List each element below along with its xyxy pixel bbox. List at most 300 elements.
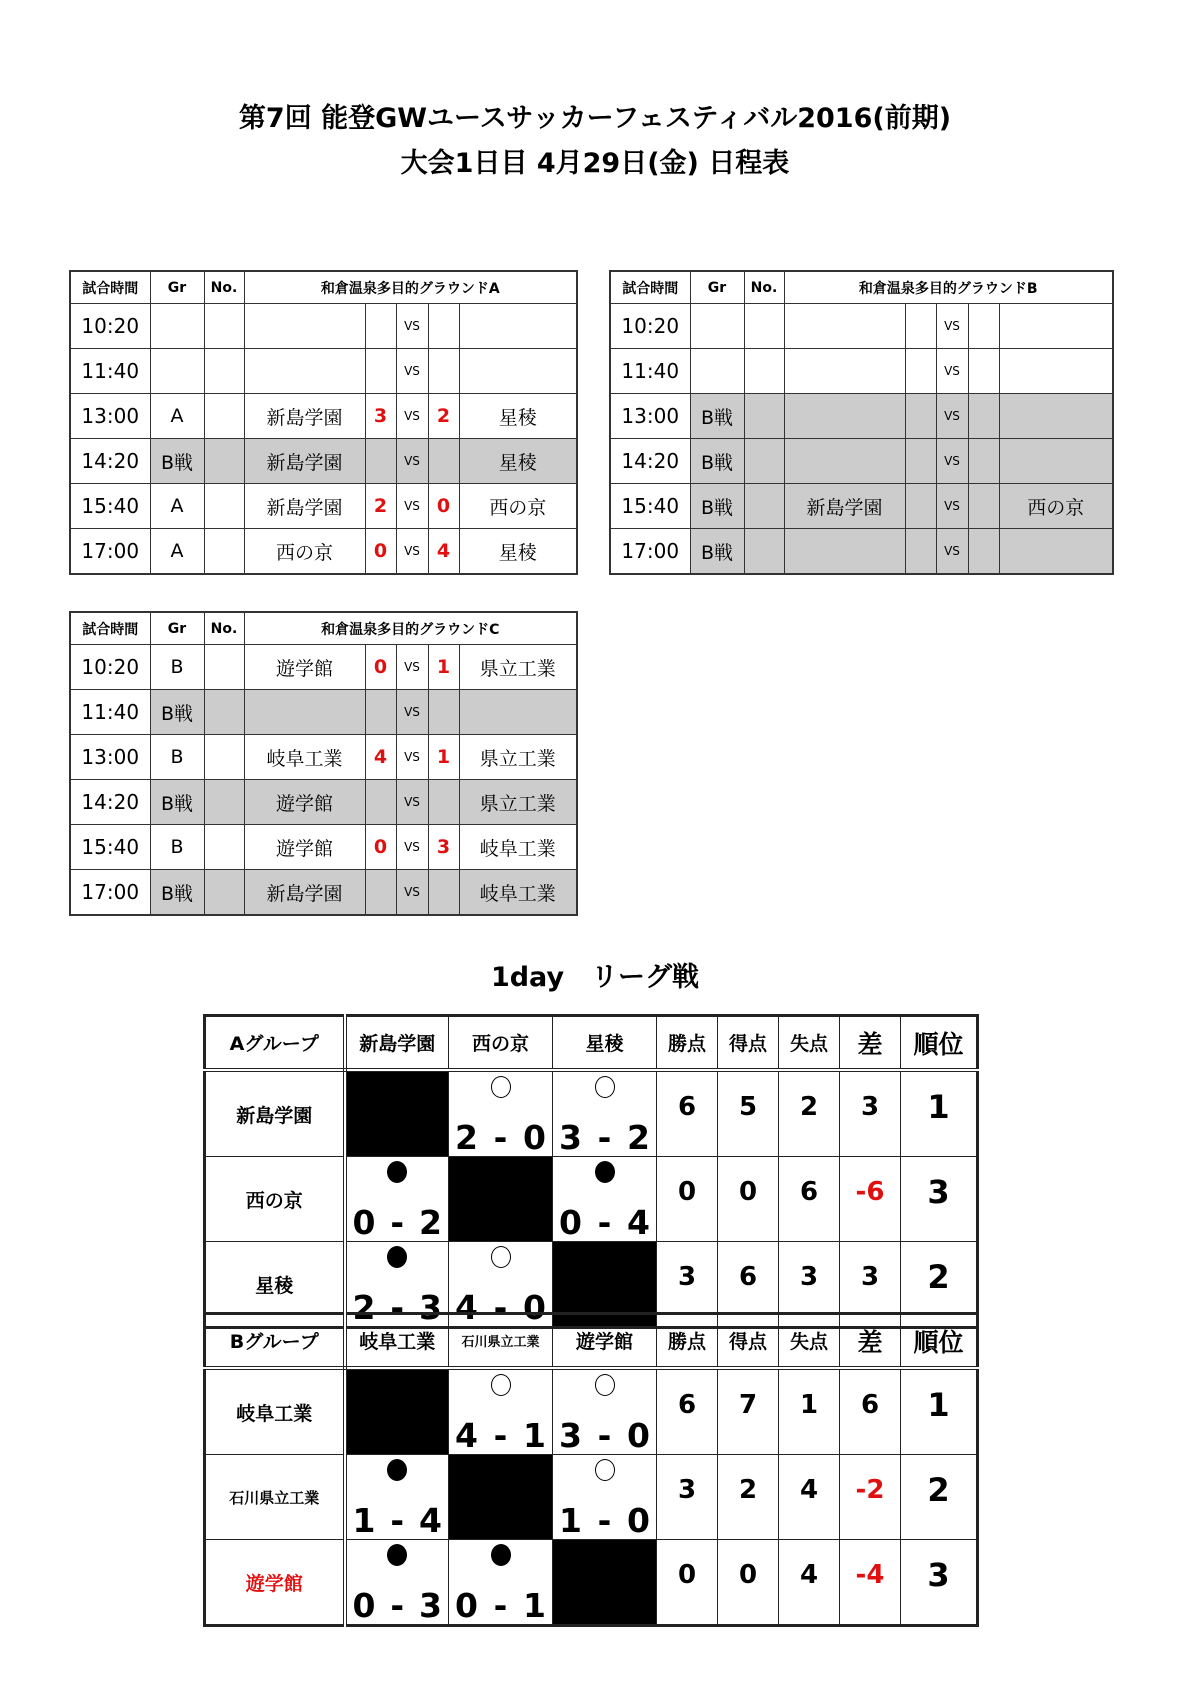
away-team: 県立工業 [459, 645, 577, 690]
away-team: 星稜 [459, 529, 577, 575]
match-result [553, 1070, 657, 1157]
match-result [345, 1157, 449, 1242]
loss-circle-icon [491, 1544, 511, 1566]
self-match-block [345, 1070, 449, 1157]
goals-for: 7 [718, 1368, 779, 1455]
match-no [204, 825, 244, 870]
match-row [70, 645, 577, 690]
match-result [553, 1368, 657, 1455]
goals-against: 3 [779, 1242, 840, 1328]
vs-label: VS [396, 304, 428, 349]
goals-for: 6 [718, 1242, 779, 1328]
goals-against: 2 [779, 1070, 840, 1157]
away-team: 県立工業 [459, 735, 577, 780]
document-subtitle: 大会1日目 4月29日(金) 日程表 [400, 148, 790, 179]
match-no [204, 394, 244, 439]
match-time: 14:20 [70, 780, 150, 825]
home-team [244, 690, 365, 735]
match-no [204, 349, 244, 394]
win-circle-icon [491, 1374, 511, 1396]
goals-against: 1 [779, 1368, 840, 1455]
header-row [610, 271, 1113, 304]
away-score [428, 780, 459, 825]
match-group: B戦 [690, 394, 744, 439]
score-for: 0 [455, 1586, 478, 1625]
away-score [428, 439, 459, 484]
match-time: 10:20 [70, 304, 150, 349]
rank: 2 [901, 1242, 978, 1328]
home-team [784, 529, 905, 575]
header-points: 勝点 [657, 1314, 718, 1369]
win-circle-icon [491, 1076, 511, 1098]
away-score [968, 484, 999, 529]
score-dash: - [597, 1118, 612, 1157]
match-row [70, 735, 577, 780]
home-team [784, 349, 905, 394]
match-time: 14:20 [70, 439, 150, 484]
away-score [428, 304, 459, 349]
away-score: 2 [428, 394, 459, 439]
match-row [70, 825, 577, 870]
vs-label: VS [396, 780, 428, 825]
loss-circle-icon [595, 1161, 615, 1183]
match-row [70, 870, 577, 916]
header-match-no: No. [204, 612, 244, 645]
header-goals-against: 失点 [779, 1314, 840, 1369]
match-no [204, 870, 244, 916]
match-row [610, 439, 1113, 484]
result-score [347, 1588, 449, 1624]
goals-for: 5 [718, 1070, 779, 1157]
score-against: 0 [627, 1416, 650, 1455]
match-group: B戦 [690, 439, 744, 484]
away-team: 岐阜工業 [459, 825, 577, 870]
vs-label: VS [396, 349, 428, 394]
team-name: 星稜 [205, 1242, 345, 1328]
score-dash: - [493, 1416, 508, 1455]
score-for: 1 [559, 1501, 582, 1540]
result-score [449, 1120, 552, 1156]
score-dash: - [493, 1586, 508, 1625]
goal-difference: -4 [840, 1540, 901, 1626]
match-row [610, 349, 1113, 394]
match-result [449, 1540, 553, 1626]
home-score [905, 349, 936, 394]
match-row [70, 484, 577, 529]
away-score [428, 349, 459, 394]
self-match-block [449, 1157, 553, 1242]
team-name: 西の京 [205, 1157, 345, 1242]
away-score [428, 870, 459, 916]
header-group: Gr [150, 271, 204, 304]
opponent-header: 新島学園 [345, 1016, 449, 1071]
score-dash: - [390, 1501, 405, 1540]
loss-circle-icon [387, 1246, 407, 1268]
vs-label: VS [396, 735, 428, 780]
home-score [365, 304, 396, 349]
match-group: B戦 [150, 870, 204, 916]
match-row [70, 394, 577, 439]
opponent-header: 星稜 [553, 1016, 657, 1071]
score-against: 2 [627, 1118, 650, 1157]
home-score: 0 [365, 645, 396, 690]
document-title: 第7回 能登GWユースサッカーフェスティバル2016(前期) [238, 103, 952, 134]
goal-difference: 6 [840, 1368, 901, 1455]
match-row [70, 690, 577, 735]
match-time: 13:00 [610, 394, 690, 439]
home-score [365, 690, 396, 735]
match-no [744, 439, 784, 484]
match-group [690, 304, 744, 349]
away-score [428, 690, 459, 735]
score-dash: - [597, 1501, 612, 1540]
match-result [553, 1455, 657, 1540]
home-score: 0 [365, 529, 396, 575]
score-against: 0 [523, 1118, 546, 1157]
standings-row [205, 1157, 978, 1242]
header-group: Gr [150, 612, 204, 645]
score-against: 1 [523, 1416, 546, 1455]
goals-for: 2 [718, 1455, 779, 1540]
match-no [204, 484, 244, 529]
match-no [204, 304, 244, 349]
home-team: 遊学館 [244, 645, 365, 690]
header-goal-diff: 差 [840, 1314, 901, 1369]
score-dash: - [390, 1586, 405, 1625]
standings-table-group-a [203, 1014, 979, 1329]
vs-label: VS [936, 439, 968, 484]
points: 6 [657, 1368, 718, 1455]
team-name: 遊学館 [205, 1540, 345, 1626]
away-team [459, 304, 577, 349]
header-group: Gr [690, 271, 744, 304]
schedule-table-ground-a [69, 270, 578, 575]
rank: 3 [901, 1540, 978, 1626]
score-dash: - [597, 1416, 612, 1455]
self-match-block [553, 1540, 657, 1626]
standings-row [205, 1540, 978, 1626]
result-score [553, 1205, 656, 1241]
header-goals-for: 得点 [718, 1016, 779, 1071]
match-time: 11:40 [610, 349, 690, 394]
home-team [784, 439, 905, 484]
goal-difference: 3 [840, 1242, 901, 1328]
goals-for: 0 [718, 1540, 779, 1626]
team-name: 石川県立工業 [205, 1455, 345, 1540]
match-time: 15:40 [610, 484, 690, 529]
away-score: 0 [428, 484, 459, 529]
home-score [905, 439, 936, 484]
header-row [205, 1016, 978, 1071]
header-goals-against: 失点 [779, 1016, 840, 1071]
goal-difference: -6 [840, 1157, 901, 1242]
home-team: 新島学園 [244, 439, 365, 484]
match-row [70, 780, 577, 825]
group-name: Aグループ [205, 1016, 345, 1071]
vs-label: VS [936, 394, 968, 439]
schedule-table-ground-c [69, 611, 578, 916]
result-score [347, 1205, 449, 1241]
points: 3 [657, 1455, 718, 1540]
away-team [459, 349, 577, 394]
home-score [905, 529, 936, 575]
home-score [905, 484, 936, 529]
away-score [968, 394, 999, 439]
match-group: B [150, 735, 204, 780]
match-result [449, 1070, 553, 1157]
result-score [553, 1120, 656, 1156]
match-group: B戦 [150, 690, 204, 735]
match-time: 10:20 [70, 645, 150, 690]
vs-label: VS [396, 529, 428, 575]
score-for: 1 [352, 1501, 376, 1540]
vs-label: VS [396, 394, 428, 439]
away-score [968, 529, 999, 575]
loss-circle-icon [387, 1161, 407, 1183]
score-dash: - [493, 1288, 508, 1327]
goals-against: 6 [779, 1157, 840, 1242]
vs-label: VS [396, 484, 428, 529]
win-circle-icon [595, 1459, 615, 1481]
opponent-header: 遊学館 [553, 1314, 657, 1369]
home-score: 2 [365, 484, 396, 529]
win-circle-icon [595, 1076, 615, 1098]
home-team: 新島学園 [244, 484, 365, 529]
match-time: 11:40 [70, 349, 150, 394]
match-group [150, 349, 204, 394]
away-team [999, 349, 1113, 394]
header-goal-diff: 差 [840, 1016, 901, 1071]
away-score [968, 349, 999, 394]
away-score: 1 [428, 735, 459, 780]
away-team: 西の京 [999, 484, 1113, 529]
vs-label: VS [396, 870, 428, 916]
home-team: 新島学園 [244, 870, 365, 916]
ground-name: 和倉温泉多目的グラウンドA [244, 271, 577, 304]
rank: 1 [901, 1070, 978, 1157]
match-row [70, 349, 577, 394]
match-no [204, 439, 244, 484]
header-time: 試合時間 [70, 271, 150, 304]
home-team [244, 349, 365, 394]
match-group: A [150, 394, 204, 439]
header-points: 勝点 [657, 1016, 718, 1071]
match-no [204, 529, 244, 575]
self-match-block [345, 1368, 449, 1455]
match-group: B戦 [690, 529, 744, 575]
home-team: 岐阜工業 [244, 735, 365, 780]
loss-circle-icon [387, 1544, 407, 1566]
score-for: 0 [352, 1586, 376, 1625]
match-time: 13:00 [70, 394, 150, 439]
schedule-table-ground-b [609, 270, 1114, 575]
header-rank: 順位 [901, 1016, 978, 1071]
away-team: 星稜 [459, 394, 577, 439]
match-row [610, 304, 1113, 349]
standings-table-group-b [203, 1312, 979, 1627]
home-team [784, 394, 905, 439]
header-time: 試合時間 [610, 271, 690, 304]
ground-name: 和倉温泉多目的グラウンドB [784, 271, 1113, 304]
match-group [150, 304, 204, 349]
home-score [365, 439, 396, 484]
away-score [968, 439, 999, 484]
match-group: A [150, 484, 204, 529]
match-row [610, 529, 1113, 575]
goals-for: 0 [718, 1157, 779, 1242]
away-score: 1 [428, 645, 459, 690]
away-score: 3 [428, 825, 459, 870]
header-row [205, 1314, 978, 1369]
match-result [449, 1368, 553, 1455]
result-score [449, 1418, 552, 1454]
away-team [459, 690, 577, 735]
away-team [999, 394, 1113, 439]
points: 3 [657, 1242, 718, 1328]
self-match-block [449, 1455, 553, 1540]
away-team: 県立工業 [459, 780, 577, 825]
match-no [204, 735, 244, 780]
opponent-header: 西の京 [449, 1016, 553, 1071]
header-match-no: No. [744, 271, 784, 304]
match-result [553, 1157, 657, 1242]
match-row [70, 304, 577, 349]
vs-label: VS [396, 645, 428, 690]
header-match-no: No. [204, 271, 244, 304]
vs-label: VS [936, 304, 968, 349]
score-for: 0 [559, 1203, 582, 1242]
score-against: 0 [627, 1501, 650, 1540]
standings-row [205, 1070, 978, 1157]
points: 0 [657, 1540, 718, 1626]
rank: 1 [901, 1368, 978, 1455]
vs-label: VS [936, 484, 968, 529]
away-team [999, 529, 1113, 575]
rank: 2 [901, 1455, 978, 1540]
away-team: 岐阜工業 [459, 870, 577, 916]
loss-circle-icon [387, 1459, 407, 1481]
rank: 3 [901, 1157, 978, 1242]
vs-label: VS [396, 825, 428, 870]
score-against: 3 [419, 1288, 442, 1327]
score-dash: - [390, 1203, 405, 1242]
match-time: 17:00 [70, 870, 150, 916]
win-circle-icon [491, 1246, 511, 1268]
header-row [70, 612, 577, 645]
score-for: 3 [559, 1118, 582, 1157]
match-time: 11:40 [70, 690, 150, 735]
points: 0 [657, 1157, 718, 1242]
score-for: 2 [455, 1118, 478, 1157]
score-for: 0 [352, 1203, 376, 1242]
team-name: 新島学園 [205, 1070, 345, 1157]
match-group: A [150, 529, 204, 575]
home-team: 新島学園 [244, 394, 365, 439]
match-group: B戦 [150, 780, 204, 825]
home-score: 0 [365, 825, 396, 870]
vs-label: VS [936, 349, 968, 394]
match-group: B戦 [690, 484, 744, 529]
score-against: 1 [523, 1586, 546, 1625]
header-goals-for: 得点 [718, 1314, 779, 1369]
match-group [690, 349, 744, 394]
score-for: 3 [559, 1416, 582, 1455]
away-score [968, 304, 999, 349]
match-group: B戦 [150, 439, 204, 484]
home-team: 新島学園 [784, 484, 905, 529]
away-team [999, 439, 1113, 484]
goals-against: 4 [779, 1540, 840, 1626]
result-score [553, 1503, 656, 1539]
team-name: 岐阜工業 [205, 1368, 345, 1455]
match-no [204, 690, 244, 735]
score-against: 4 [627, 1203, 650, 1242]
score-against: 4 [419, 1501, 442, 1540]
match-no [744, 394, 784, 439]
home-score [905, 304, 936, 349]
match-time: 13:00 [70, 735, 150, 780]
match-no [204, 780, 244, 825]
match-group: B [150, 645, 204, 690]
standings-row [205, 1455, 978, 1540]
vs-label: VS [396, 690, 428, 735]
goal-difference: 3 [840, 1070, 901, 1157]
match-row [70, 439, 577, 484]
score-dash: - [493, 1118, 508, 1157]
header-time: 試合時間 [70, 612, 150, 645]
opponent-header: 岐阜工業 [345, 1314, 449, 1369]
home-team [244, 304, 365, 349]
match-group: B [150, 825, 204, 870]
match-row [610, 484, 1113, 529]
match-time: 17:00 [610, 529, 690, 575]
match-time: 14:20 [610, 439, 690, 484]
score-against: 2 [419, 1203, 442, 1242]
home-score: 3 [365, 394, 396, 439]
group-name: Bグループ [205, 1314, 345, 1369]
home-team: 遊学館 [244, 825, 365, 870]
result-score [347, 1503, 449, 1539]
home-score [365, 349, 396, 394]
home-team: 遊学館 [244, 780, 365, 825]
result-score [553, 1418, 656, 1454]
points: 6 [657, 1070, 718, 1157]
match-time: 10:20 [610, 304, 690, 349]
match-no [744, 349, 784, 394]
score-for: 4 [455, 1416, 478, 1455]
home-team: 西の京 [244, 529, 365, 575]
away-score: 4 [428, 529, 459, 575]
vs-label: VS [396, 439, 428, 484]
header-rank: 順位 [901, 1314, 978, 1369]
win-circle-icon [595, 1374, 615, 1396]
score-for: 4 [455, 1288, 478, 1327]
away-team: 星稜 [459, 439, 577, 484]
match-no [744, 304, 784, 349]
match-result [345, 1540, 449, 1626]
home-score [365, 870, 396, 916]
goal-difference: -2 [840, 1455, 901, 1540]
match-no [744, 529, 784, 575]
away-team [999, 304, 1113, 349]
header-row [70, 271, 577, 304]
league-section-title: 1day リーグ戦 [490, 962, 700, 993]
match-row [70, 529, 577, 575]
home-score: 4 [365, 735, 396, 780]
opponent-header: 石川県立工業 [449, 1314, 553, 1369]
match-time: 15:40 [70, 825, 150, 870]
score-dash: - [390, 1288, 405, 1327]
